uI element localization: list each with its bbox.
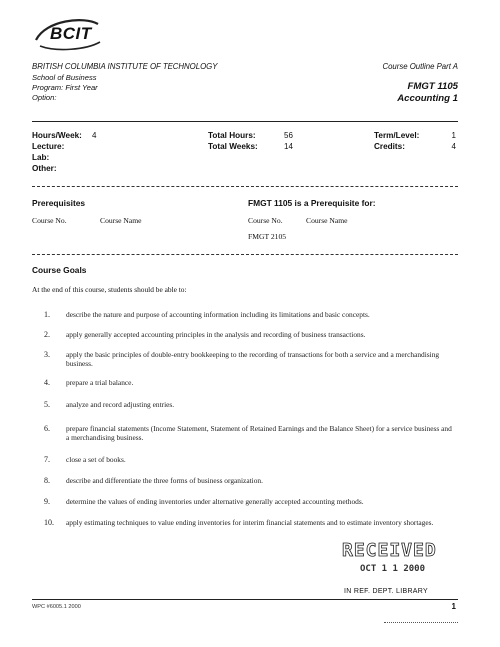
received-stamp-main: RECEIVED	[342, 540, 437, 561]
goal-number: 2.	[44, 330, 50, 339]
received-stamp-date: OCT 1 1 2000	[360, 564, 426, 574]
goal-number: 8.	[44, 476, 50, 485]
header-divider	[32, 121, 458, 122]
total-weeks-value: 14	[284, 142, 293, 151]
institute-name: BRITISH COLUMBIA INSTITUTE OF TECHNOLOGY	[32, 62, 218, 71]
goal-text: prepare a trial balance.	[66, 378, 134, 387]
total-hours-label: Total Hours:	[208, 131, 256, 140]
goal-text: apply estimating techniques to value ending inventories for interim financial statements and to estimate inventory shortages.	[66, 518, 434, 527]
goal-number: 4.	[44, 378, 50, 387]
prereq-for-course: FMGT 2105	[248, 232, 287, 241]
program-line: Program: First Year	[32, 83, 98, 92]
term-level-label: Term/Level:	[374, 131, 420, 140]
prereq-for-heading: FMGT 1105 is a Prerequisite for:	[248, 198, 376, 208]
goal-number: 7.	[44, 455, 50, 464]
prereq-col-course-no: Course No.	[32, 216, 67, 225]
received-stamp	[340, 540, 450, 588]
lab-label: Lab:	[32, 153, 50, 162]
course-goals-heading: Course Goals	[32, 265, 87, 275]
logo-text: BCIT	[50, 24, 92, 43]
outline-label: Course Outline Part A	[382, 62, 458, 71]
goal-text: prepare financial statements (Income Statement, Statement of Retained Earnings and the Balance Sheet) for a service business and a merchandising business.	[66, 424, 452, 442]
prereq-for-col-course-no: Course No.	[248, 216, 283, 225]
course-title: Accounting 1	[397, 93, 458, 104]
goal-text: describe the nature and purpose of accounting information including its limitations and basic concepts.	[66, 310, 370, 319]
footer-trailing-rule	[384, 622, 458, 623]
hours-divider	[32, 186, 458, 187]
course-goals-intro: At the end of this course, students should be able to:	[32, 285, 187, 294]
course-code: FMGT 1105	[407, 81, 458, 92]
goal-text: describe and differentiate the three forms of business organization.	[66, 476, 263, 485]
term-level-value: 1	[451, 131, 456, 140]
goal-number: 5.	[44, 400, 50, 409]
credits-value: 4	[451, 142, 456, 151]
goal-number: 9.	[44, 497, 50, 506]
goal-number: 6.	[44, 424, 50, 433]
hours-week-label: Hours/Week:	[32, 131, 82, 140]
goal-number: 10.	[44, 518, 54, 527]
library-stamp: IN REF. DEPT. LIBRARY	[344, 588, 428, 595]
goal-text: close a set of books.	[66, 455, 126, 464]
footer-doc-id: WPC #6005.1 2000	[32, 604, 81, 610]
prereq-divider	[32, 254, 458, 255]
prereq-for-col-course-name: Course Name	[306, 216, 348, 225]
footer-divider	[32, 599, 458, 600]
goal-text: determine the values of ending inventories under alternative generally accepted accounting methods.	[66, 497, 364, 506]
option-line: Option:	[32, 93, 57, 102]
goal-text: apply the basic principles of double-entry bookkeeping to the recording of transactions for both a service and a merchandising business.	[66, 350, 440, 368]
goal-number: 1.	[44, 310, 50, 319]
other-label: Other:	[32, 164, 57, 173]
lecture-label: Lecture:	[32, 142, 65, 151]
goal-text: analyze and record adjusting entries.	[66, 400, 175, 409]
total-hours-value: 56	[284, 131, 293, 140]
credits-label: Credits:	[374, 142, 405, 151]
prereq-col-course-name: Course Name	[100, 216, 142, 225]
total-weeks-label: Total Weeks:	[208, 142, 258, 151]
school-name: School of Business	[32, 73, 97, 82]
hours-week-value: 4	[92, 131, 97, 140]
goal-text: apply generally accepted accounting principles in the analysis and recording of business transactions.	[66, 330, 366, 339]
goal-number: 3.	[44, 350, 50, 359]
prerequisites-heading: Prerequisites	[32, 198, 86, 208]
bcit-logo	[32, 14, 104, 54]
page-number: 1	[451, 602, 456, 611]
